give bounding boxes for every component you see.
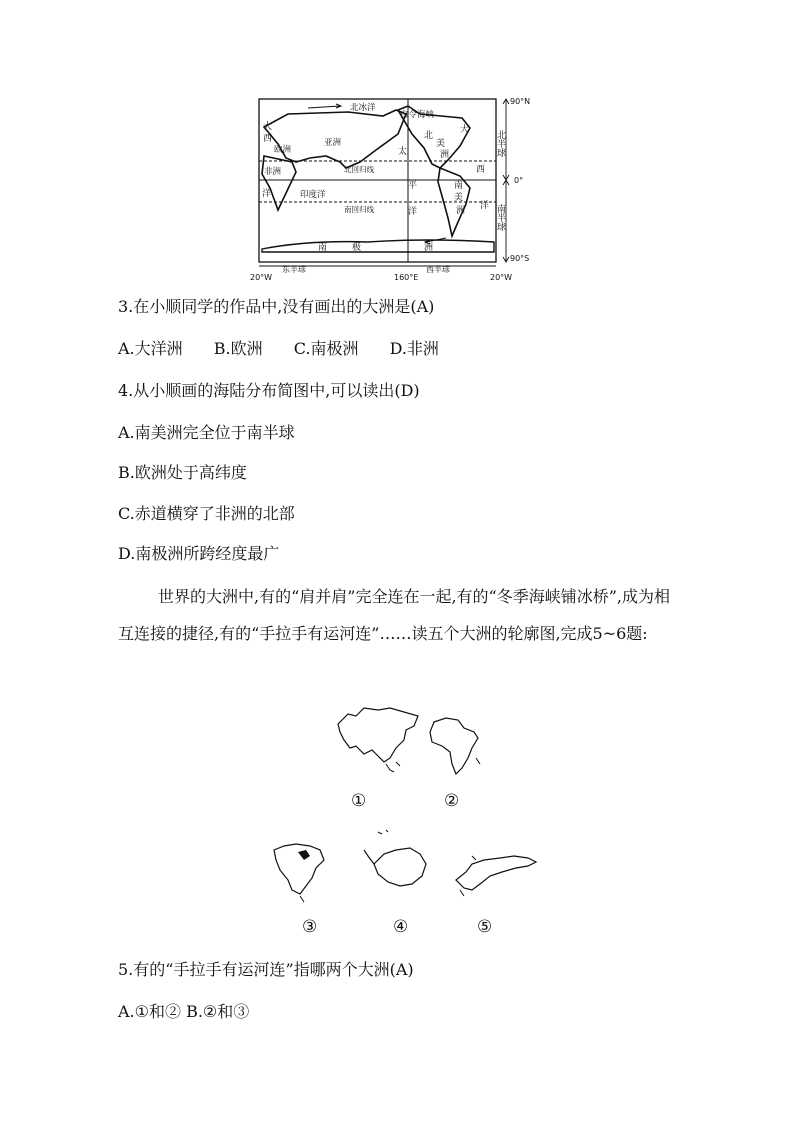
- label-lat-eq: 0°: [514, 176, 524, 185]
- label-tropic-s: 南回归线: [344, 205, 374, 214]
- q3-options: [118, 338, 465, 360]
- q3-option-b[interactable]: B.欧洲: [213, 339, 263, 358]
- q3-stem: 3.在小顺同学的作品中,没有画出的大洲是(A): [118, 297, 435, 316]
- passage: 世界的大洲中,有的“肩并肩”完全连在一起,有的“冬季海峡铺冰桥”,成为相互连接的捷径,有的“手拉手有运河连”……读五个大洲的轮廓图,完成5~6题:: [118, 587, 670, 643]
- figure-label-1: ①: [351, 791, 367, 811]
- label-pac-1: 太: [398, 147, 408, 157]
- q5-options[interactable]: A.①和② B.②和③: [118, 1002, 250, 1021]
- label-na-3: 洲: [440, 150, 450, 160]
- label-asia: 亚洲: [324, 138, 342, 148]
- figure-label-5: ⑤: [477, 917, 493, 937]
- label-west-hemi: 西半球: [426, 265, 450, 274]
- continent-outline-5: [450, 850, 542, 898]
- label-na-1: 北: [424, 131, 434, 141]
- label-indian-ocean: 印度洋: [300, 190, 326, 200]
- continent-outline-2: [426, 714, 486, 778]
- label-na-2: 美: [436, 139, 446, 149]
- world-sketch-map: [248, 92, 548, 282]
- continent-outline-4: [360, 824, 436, 894]
- q4-option-d[interactable]: D.南极洲所跨经度最广: [118, 544, 280, 563]
- q5-stem: 5.有的“手拉手有运河连”指哪两个大洲(A): [118, 960, 414, 979]
- label-tropic-n: 北回归线: [344, 165, 374, 174]
- label-east-hemi: 东半球: [282, 265, 306, 274]
- continent-outline-3: [270, 838, 332, 906]
- q3-option-a[interactable]: A.大洋洲: [118, 339, 183, 358]
- label-ant-1: 南: [318, 243, 328, 253]
- label-atl-w-2: 西: [263, 134, 273, 144]
- label-sa-1: 南: [454, 181, 464, 191]
- label-atl-w-1: 大: [263, 122, 273, 132]
- label-atl-e-3: 洋: [480, 201, 490, 211]
- label-pac-2: 平: [408, 181, 418, 191]
- label-north-hemi: 北半球: [495, 130, 505, 157]
- label-sa-2: 美: [454, 193, 464, 203]
- label-atl-e-1: 大: [460, 125, 470, 135]
- label-atl-w-3: 洋: [262, 189, 272, 199]
- label-arctic-ocean: 北冰洋: [350, 103, 376, 113]
- label-atl-e-2: 西: [476, 165, 486, 175]
- figure-label-3: ③: [302, 917, 318, 937]
- label-lon-right: 20°W: [490, 273, 513, 282]
- label-lon-left: 20°W: [250, 273, 273, 282]
- figure-label-4: ④: [393, 917, 409, 937]
- q4-stem: 4.从小顺画的海陆分布简图中,可以读出(D): [118, 381, 420, 400]
- label-ant-3: 洲: [424, 243, 434, 253]
- label-pac-3: 洋: [408, 207, 418, 217]
- q4-option-b[interactable]: B.欧洲处于高纬度: [118, 463, 247, 482]
- label-sa-3: 洲: [456, 206, 466, 216]
- q3-option-d[interactable]: D.非洲: [389, 339, 439, 358]
- q3-option-c[interactable]: C.南极洲: [293, 339, 359, 358]
- label-ant-2: 极: [352, 243, 362, 253]
- label-south-hemi: 南半球: [495, 204, 505, 231]
- q4-option-c[interactable]: C.赤道横穿了非洲的北部: [118, 504, 295, 523]
- label-lon-mid: 160°E: [394, 273, 419, 282]
- figure-label-2: ②: [444, 791, 460, 811]
- label-lat-top: 90°N: [510, 97, 531, 106]
- label-lat-bot: 90°S: [510, 254, 530, 263]
- q4-option-a[interactable]: A.南美洲完全位于南半球: [118, 423, 295, 442]
- continent-outline-1: [334, 704, 424, 776]
- label-africa: 非洲: [264, 167, 282, 177]
- label-bering: 白令海峡: [400, 110, 435, 120]
- label-europe: 欧洲: [274, 145, 292, 155]
